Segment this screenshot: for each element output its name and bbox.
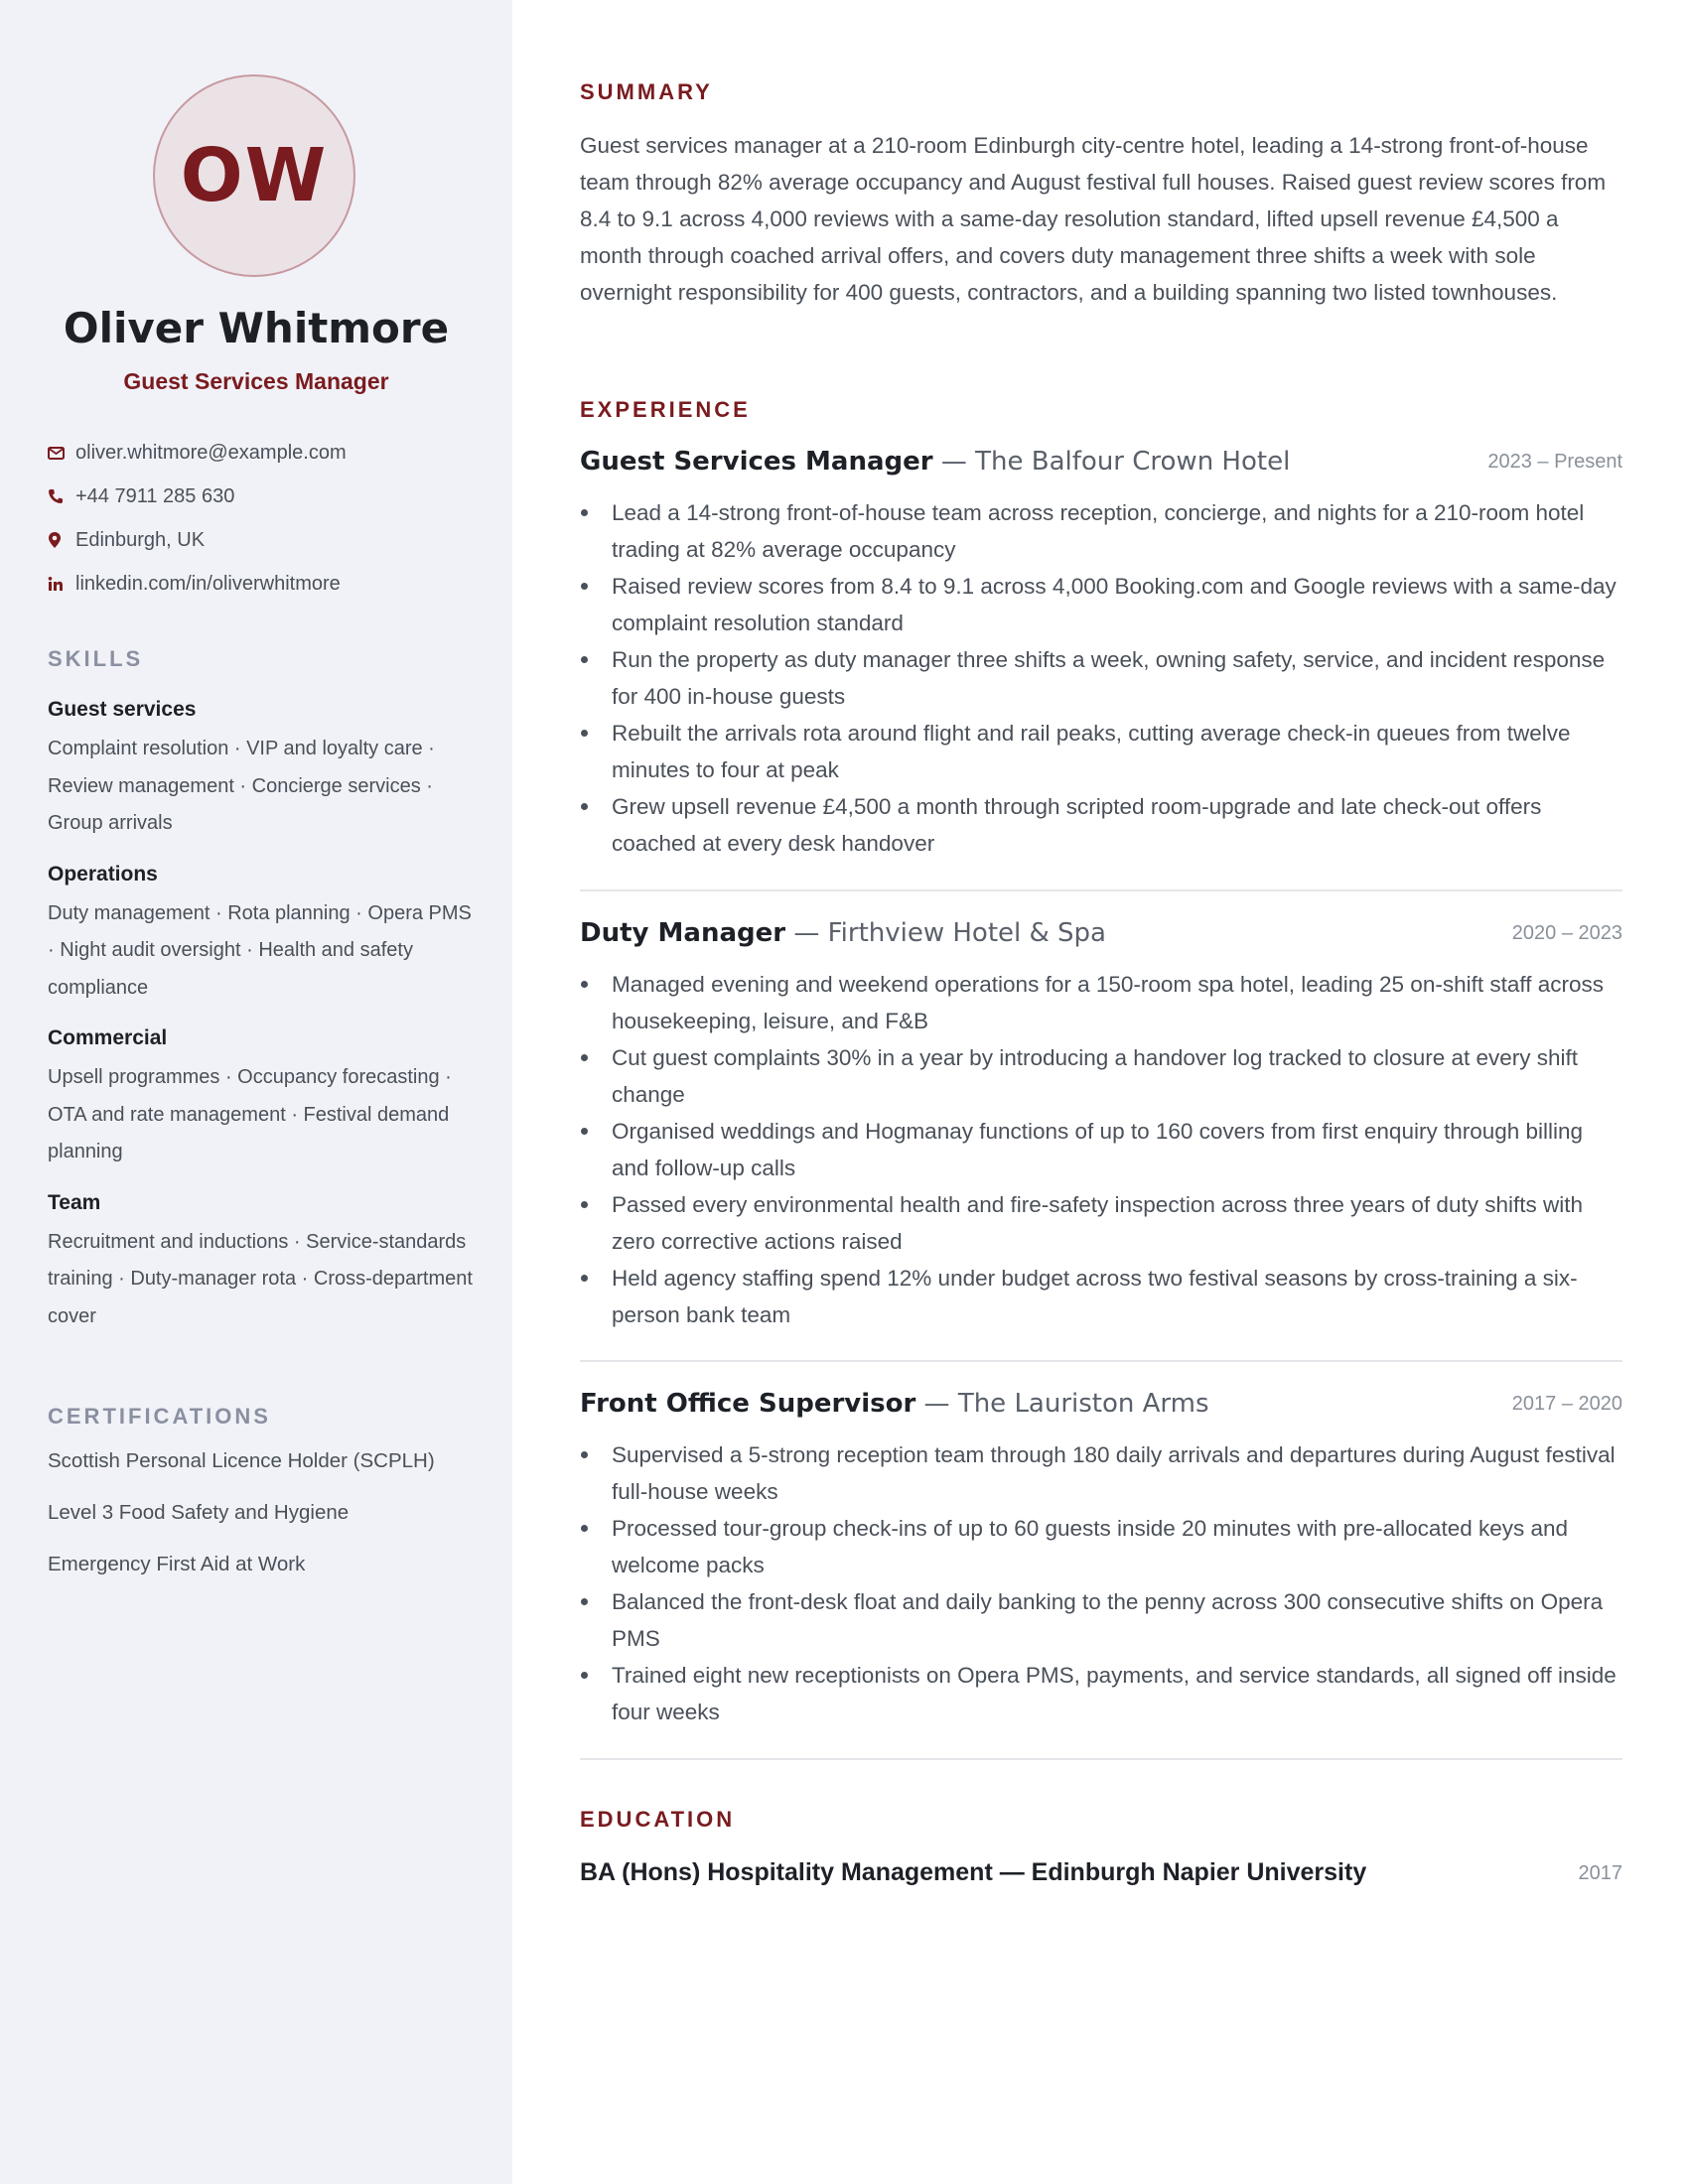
contact-list [48, 431, 347, 606]
job-bullet: Run the property as duty manager three shifts a week, owning safety, service, and incident response for 400 in-house guests [612, 641, 1622, 715]
job-title-line [580, 447, 1290, 477]
job-entry [580, 918, 1622, 1333]
summary-text: Guest services manager at a 210-room Edinburgh city-centre hotel, leading a 14-strong front-of-house team through 82% average occupancy and August festival full houses. Raised guest review scores from 8.4 to 9.1 across 4,000 reviews with a same-day resolution standard, lifted upsell revenue £4,500 a month through coached arrival offers, and covers duty management three shifts a week with sole overnight responsibility for 400 guests, contractors, and a building spanning two listed townhouses. [580, 133, 1607, 305]
divider [580, 1360, 1622, 1362]
contact-phone-text: +44 7911 285 630 [75, 484, 235, 507]
job-dates: 2020 – 2023 [1511, 922, 1622, 944]
skill-category: Commercial [48, 1026, 168, 1049]
job-bullet: Organised weddings and Hogmanay functions of up to 160 covers from first enquiry through billing and follow-up calls [612, 1113, 1622, 1186]
phone-icon [48, 488, 75, 504]
certification-item: Emergency First Aid at Work [48, 1553, 306, 1575]
location-pin-icon [48, 531, 75, 549]
linkedin-icon [48, 576, 75, 592]
skill-group [48, 1026, 475, 1171]
job-entry [580, 447, 1622, 862]
job-bullet: Grew upsell revenue £4,500 a month through scripted room-upgrade and late check-out offers coached at every desk handover [612, 788, 1622, 862]
job-header [580, 918, 1622, 958]
skill-group [48, 863, 475, 1008]
certification-item: Level 3 Food Safety and Hygiene [48, 1501, 350, 1524]
skill-category: Team [48, 1190, 101, 1214]
job-dates: 2017 – 2020 [1511, 1393, 1622, 1415]
avatar [153, 74, 355, 277]
contact-phone[interactable] [48, 475, 347, 518]
job-title: Guest Services Manager [580, 447, 933, 477]
summary-heading: SUMMARY [580, 79, 713, 104]
email-icon [48, 447, 75, 460]
skill-items: Upsell programmes · Occupancy forecasting · OTA and rate management · Festival demand planning [48, 1066, 452, 1162]
divider [580, 1758, 1622, 1760]
education-year: 2017 [1578, 1862, 1622, 1884]
job-title: Duty Manager [580, 918, 786, 948]
contact-linkedin-text: linkedin.com/in/oliverwhitmore [75, 572, 341, 595]
certifications-heading: CERTIFICATIONS [48, 1404, 271, 1429]
skill-category: Operations [48, 862, 158, 886]
job-bullets [580, 1436, 1622, 1730]
job-title-line [580, 918, 1106, 948]
job-bullet: Balanced the front-desk float and daily banking to the penny across 300 consecutive shifts on Opera PMS [612, 1583, 1622, 1657]
job-bullet: Rebuilt the arrivals rota around flight and rail peaks, cutting average check-in queues from twelve minutes to four at peak [612, 715, 1622, 788]
education-heading: EDUCATION [580, 1807, 736, 1832]
job-bullet: Supervised a 5-strong reception team through 180 daily arrivals and departures during August festival full-house weeks [612, 1436, 1622, 1510]
job-bullet: Managed evening and weekend operations for a 150-room spa hotel, leading 25 on-shift staff across housekeeping, leisure, and F&B [612, 966, 1622, 1039]
skill-group [48, 1191, 475, 1336]
skill-items: Duty management · Rota planning · Opera PMS · Night audit oversight · Health and safety compliance [48, 901, 472, 999]
job-bullet: Held agency staffing spend 12% under budget across two festival seasons by cross-training a six-person bank team [612, 1260, 1622, 1333]
contact-location-text: Edinburgh, UK [75, 528, 206, 551]
skill-items: Complaint resolution · VIP and loyalty care · Review management · Concierge services · Group arrivals [48, 738, 435, 834]
job-entry [580, 1389, 1622, 1730]
job-bullet: Passed every environmental health and fire-safety inspection across three years of duty shifts with zero corrective actions raised [612, 1186, 1622, 1260]
certification-item: Scottish Personal Licence Holder (SCPLH) [48, 1449, 435, 1472]
job-bullets [580, 494, 1622, 862]
job-company: — The Balfour Crown Hotel [932, 447, 1291, 477]
divider [580, 889, 1622, 891]
job-bullet: Lead a 14-strong front-of-house team across reception, concierge, and nights for a 210-room hotel trading at 82% average occupancy [612, 494, 1622, 568]
experience-heading: EXPERIENCE [580, 397, 751, 422]
job-bullet: Processed tour-group check-ins of up to 60 guests inside 20 minutes with pre-allocated keys and welcome packs [612, 1510, 1622, 1583]
job-dates: 2023 – Present [1487, 451, 1622, 473]
skills-section [48, 698, 475, 1355]
skills-heading: SKILLS [48, 646, 144, 671]
education-degree: BA (Hons) Hospitality Management — Edinburgh Napier University [580, 1858, 1367, 1886]
job-bullet: Raised review scores from 8.4 to 9.1 across 4,000 Booking.com and Google reviews with a same-day complaint resolution standard [612, 568, 1622, 641]
sidebar [0, 0, 512, 2184]
skill-group [48, 698, 475, 843]
job-bullet: Trained eight new receptionists on Opera PMS, payments, and service standards, all signed off inside four weeks [612, 1657, 1622, 1730]
job-header [580, 447, 1622, 486]
contact-linkedin[interactable] [48, 562, 347, 606]
avatar-initials: OW [180, 133, 329, 218]
contact-location [48, 518, 347, 562]
job-title-line [580, 1389, 1209, 1419]
job-bullets [580, 966, 1622, 1333]
certifications-list [48, 1449, 435, 1604]
job-bullet: Cut guest complaints 30% in a year by introducing a handover log tracked to closure at every shift change [612, 1039, 1622, 1113]
job-header [580, 1389, 1622, 1429]
contact-email-text: oliver.whitmore@example.com [75, 441, 347, 464]
contact-email[interactable] [48, 431, 347, 475]
skill-category: Guest services [48, 698, 197, 721]
education-entry [580, 1858, 1622, 1898]
job-company: — The Lauriston Arms [915, 1389, 1209, 1419]
candidate-role: Guest Services Manager [123, 368, 389, 394]
candidate-name: Oliver Whitmore [63, 304, 450, 352]
job-company: — Firthview Hotel & Spa [785, 918, 1106, 948]
job-title: Front Office Supervisor [580, 1389, 916, 1419]
skill-items: Recruitment and inductions · Service-standards training · Duty-manager rota · Cross-department cover [48, 1230, 473, 1327]
